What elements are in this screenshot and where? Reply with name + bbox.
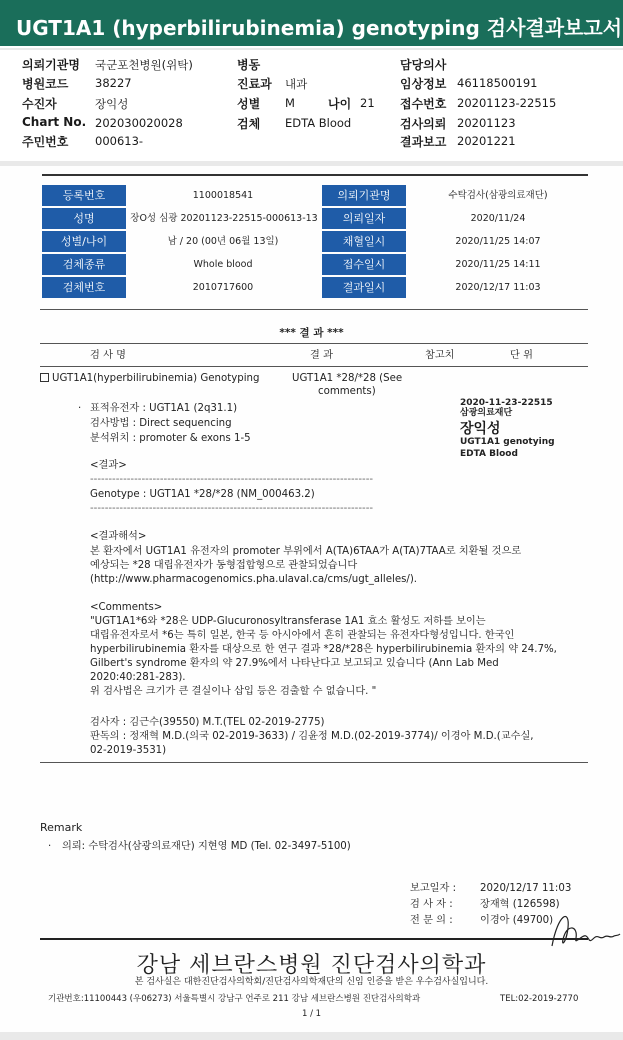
- specimen-no-value: 2010717600: [192, 282, 254, 293]
- specimen-type-value: Whole blood: [193, 259, 253, 270]
- specimen-label: 검체: [237, 117, 261, 131]
- results-title: *** 결 과 ***: [279, 327, 344, 339]
- result-time-header: 결과일시: [322, 277, 406, 298]
- test-name-row: [40, 372, 259, 385]
- requester-header: 의뢰기관명: [322, 185, 406, 206]
- name-value: 장O성 심광 20201123-22515-000613-13: [130, 213, 318, 224]
- rule-under-table: [40, 309, 588, 310]
- report-date-label: 결과보고: [400, 135, 447, 149]
- comment-line: 2020:40:281-283).: [90, 672, 186, 683]
- request-date-header: 의뢰일자: [322, 208, 406, 229]
- department-value: 내과: [285, 77, 308, 91]
- col-header-test: 검 사 명: [90, 350, 126, 361]
- signoff-examiner-label: 검 사 자 :: [410, 899, 453, 910]
- reg-no-value: 1100018541: [192, 190, 254, 201]
- interpretation-line: 본 환자에서 UGT1A1 유전자의 promoter 부위에서 A(TA)6TAA가 A(TA)7TAA로 치환될 것으로: [90, 546, 522, 557]
- test-method: 검사방법 : Direct sequencing: [90, 418, 232, 429]
- result-line-2: comments): [318, 386, 376, 397]
- target-gene: 표적유전자 : UGT1A1 (2q31.1): [90, 403, 238, 414]
- resident-no-label: 주민번호: [22, 135, 69, 149]
- result-heading: <결과>: [90, 460, 127, 471]
- interpretation-line: 예상되는 *28 대립유전자가 동형접합형으로 관찰되었습니다: [90, 560, 358, 571]
- reg-no-header: 등록번호: [42, 185, 126, 206]
- requester-value: 수탁검사(삼광의료재단): [448, 190, 548, 201]
- sex-age-value: 남 / 20 (00년 06월 13일): [167, 236, 279, 247]
- age-value: 21: [360, 96, 375, 110]
- draw-time-header: 채혈일시: [322, 231, 406, 252]
- footer-address: 기관번호:11100443 (우06273) 서울특별시 강남구 언주로 211 강남 세브란스병원 진단검사의학과: [48, 994, 421, 1004]
- result-time-value: 2020/12/17 11:03: [455, 282, 541, 293]
- genotype: Genotype : UGT1A1 *28/*28 (NM_000463.2): [90, 489, 315, 500]
- stamp-test: UGT1A1 genotying: [460, 437, 555, 447]
- stamp-specimen: EDTA Blood: [460, 449, 518, 459]
- readers-line-2: 02-2019-3531): [90, 745, 167, 756]
- patient-name-value: 장익성: [95, 97, 129, 111]
- remark-bullet: ·: [48, 841, 52, 852]
- department-label: 진료과: [237, 77, 272, 91]
- signoff-specialist-value: 이경아 (49700): [480, 915, 554, 926]
- receipt-no-value: 20201123-22515: [457, 96, 557, 110]
- analysis-region: 분석위치 : promoter & exons 1-5: [90, 433, 251, 444]
- remark-text: 의뢰: 수탁검사(삼광의료재단) 지현영 MD (Tel. 02-3497-5100): [62, 841, 351, 852]
- comment-line: "UGT1A1*6와 *28은 UDP-Glucuronosyltransferase 1A1 효소 활성도 저하를 보이는: [90, 616, 486, 627]
- request-date-value: 20201123: [457, 116, 516, 130]
- physician-label: 담당의사: [400, 58, 447, 72]
- clinical-info-label: 임상정보: [400, 77, 447, 91]
- sex-age-header: 성별/나이: [42, 231, 126, 252]
- comments-heading: <Comments>: [90, 602, 163, 613]
- readers-line-1: 판독의 : 정재혁 M.D.(의국 02-2019-3633) / 김윤정 M.D.(02-2019-3774)/ 이경아 M.D.(교수실,: [90, 731, 534, 742]
- name-header: 성명: [42, 208, 126, 229]
- chart-no-label: Chart No.: [22, 115, 87, 129]
- specimen-value: EDTA Blood: [285, 116, 352, 130]
- stamp-patient-name: 장익성: [460, 421, 501, 437]
- age-label: 나이: [328, 97, 352, 111]
- comment-line: 대립유전자로서 *6는 특히 일본, 한국 등 아시아에서 흔히 관찰되는 유전자다형성입니다. 한국인: [90, 630, 515, 641]
- col-header-ref: 참고치: [425, 350, 455, 361]
- scanned-report: [0, 166, 623, 1032]
- request-date-cell: 2020/11/24: [470, 213, 526, 224]
- footer-phone: TEL:02-2019-2770: [500, 994, 579, 1004]
- hospital-name: 강남 세브란스병원 진단검사의학과: [136, 953, 487, 978]
- signoff-specialist-label: 전 문 의 :: [410, 915, 453, 926]
- signoff-report-date-label: 보고일자 :: [410, 883, 457, 894]
- sex-label: 성별: [237, 97, 261, 111]
- examiner: 검사자 : 김근수(39550) M.T.(TEL 02-2019-2775): [90, 717, 325, 728]
- bullet-dot: ·: [78, 403, 82, 414]
- sex-value: M: [285, 96, 295, 110]
- clinical-info-value: 46118500191: [457, 76, 538, 90]
- rule-after-readers: [40, 762, 588, 763]
- receipt-time-value: 2020/11/25 14:11: [455, 259, 541, 270]
- hospital-code-value: 38227: [95, 76, 132, 90]
- title-bar: [0, 0, 623, 48]
- ward-label: 병동: [237, 58, 261, 72]
- test-name: UGT1A1(hyperbilirubinemia) Genotyping: [52, 373, 260, 384]
- report-date-value: 20201221: [457, 134, 516, 148]
- interpretation-heading: <결과해석>: [90, 531, 147, 542]
- checkbox-icon: [40, 373, 49, 382]
- signoff-examiner-value: 장재혁 (126598): [480, 899, 560, 910]
- receipt-time-header: 접수일시: [322, 254, 406, 275]
- remark-title: Remark: [40, 821, 83, 834]
- patient-info-block: [0, 50, 623, 161]
- interpretation-line: (http://www.pharmacogenomics.pha.ulaval.ca/cms/ugt_alleles/).: [90, 574, 418, 585]
- patient-name-label: 수진자: [22, 97, 57, 111]
- rule-below-headers: [40, 366, 588, 367]
- chart-no-value: 202030020028: [95, 116, 183, 130]
- institution-label: 의뢰기관명: [22, 58, 80, 72]
- request-date-label: 검사의뢰: [400, 117, 447, 131]
- comment-line: hyperbilirubinemia 환자를 대상으로 한 연구 결과 *28/*28은 hyperbilirubinemia 환자의 약 24.7%,: [90, 644, 557, 655]
- stamp-lab: 삼광의료재단: [460, 408, 513, 418]
- col-header-result: 결 과: [310, 350, 333, 361]
- dash-line-1: -----------------------------------------------------------------------------: [90, 474, 374, 485]
- sample-info-table: [42, 182, 588, 298]
- footer-rule: [40, 938, 588, 940]
- rule-above-headers: [40, 343, 588, 344]
- page-number: 1 / 1: [301, 1009, 322, 1019]
- dash-line-2: -----------------------------------------------------------------------------: [90, 503, 374, 514]
- hospital-code-label: 병원코드: [22, 77, 69, 91]
- comment-line: Gilbert's syndrome 환자의 약 27.9%에서 나타난다고 보고되고 있습니다 (Ann Lab Med: [90, 658, 499, 669]
- stamp-accession: 2020-11-23-22515: [460, 398, 553, 408]
- draw-time-value: 2020/11/25 14:07: [455, 236, 541, 247]
- certification-note: 본 검사실은 대한진단검사의학회/진단검사의학재단의 신임 인증을 받은 우수검사실입니다.: [134, 977, 489, 987]
- comment-line: 위 검사법은 크기가 큰 결실이나 삽입 등은 검출할 수 없습니다. ": [90, 686, 377, 697]
- result-line-1: UGT1A1 *28/*28 (See: [292, 373, 403, 384]
- report-title: UGT1A1 (hyperbilirubinemia) genotyping 검사결과보고서: [16, 16, 623, 40]
- specimen-no-header: 검체번호: [42, 277, 126, 298]
- table-top-rule: [42, 174, 588, 176]
- resident-no-value: 000613-: [95, 134, 144, 148]
- receipt-no-label: 접수번호: [400, 97, 447, 111]
- institution-value: 국군포천병원(위탁): [95, 58, 193, 72]
- specimen-type-header: 검체종류: [42, 254, 126, 275]
- col-header-unit: 단 위: [510, 350, 533, 361]
- signoff-report-date-value: 2020/12/17 11:03: [480, 883, 572, 894]
